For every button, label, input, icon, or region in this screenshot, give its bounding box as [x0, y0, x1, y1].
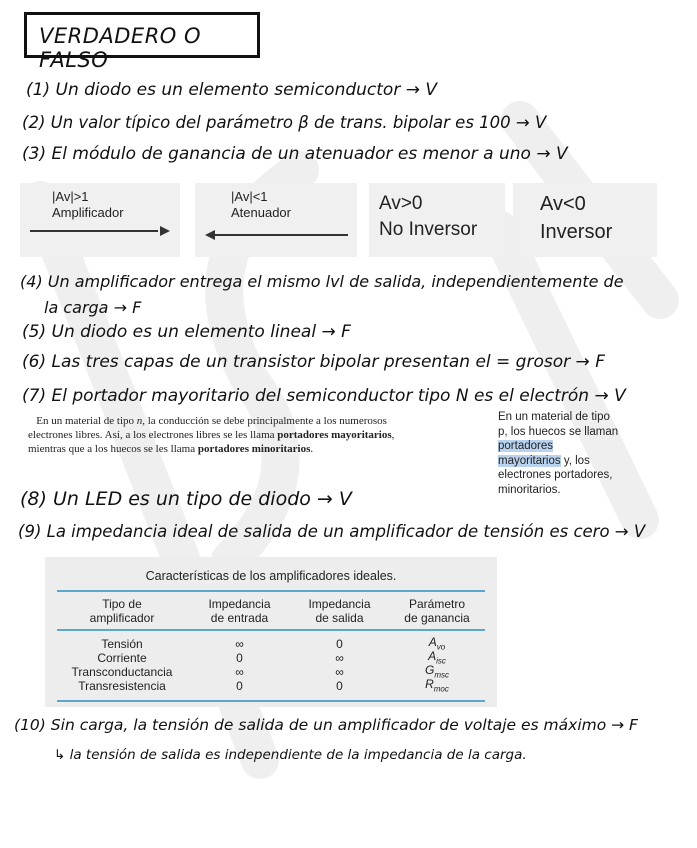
panel-label: Atenuador [231, 205, 291, 220]
book-excerpt: En un material de tipo n, la conducción se debe principalmente a los numerosos electrones libres. Así, a los electrones libres se les llama portadores mayoritarios, mientras que a los huecos se les llama portadores minoritarios. [28, 415, 395, 455]
item-answer: V [425, 80, 438, 100]
item-answer: F [595, 352, 605, 372]
item-1: (1) Un diodo es un elemento semiconductor → V [26, 80, 438, 100]
panel-label: No Inversor [379, 219, 478, 240]
title-box [24, 12, 260, 72]
item-text: Un diodo es un elemento lineal [51, 322, 317, 342]
panel-atenuador [195, 183, 357, 257]
item-text: Un amplificador entrega el mismo lvl de salida, independientemente de [47, 272, 624, 291]
item-answer: V [556, 144, 568, 164]
panel-no-inversor [369, 183, 505, 257]
table-rule-top [57, 590, 485, 592]
item-text: El portador mayoritario del semiconductor tipo N es el electrón [51, 386, 590, 406]
item-number: (8) [20, 488, 47, 510]
side-note: En un material de tipo p, los huecos se llaman portadores mayoritarios y, los electrones portadores, minoritarios. [498, 411, 619, 496]
arrow-left-icon [203, 225, 353, 245]
table-header: Impedancia de entrada [208, 597, 271, 625]
item-4-continued: la carga → F [44, 298, 142, 317]
table-caption: Características de los amplificadores ideales. [145, 569, 397, 583]
item-7: (7) El portador mayoritario del semiconductor tipo N es el electrón → V [22, 386, 626, 406]
item-5: (5) Un diodo es un elemento lineal → F [22, 322, 351, 342]
page-title: VERDADERO O FALSO [39, 24, 202, 72]
panel-label: Av<0 [540, 193, 586, 215]
item-answer: F [629, 716, 638, 734]
item-answer: F [132, 298, 142, 317]
item-answer: F [341, 322, 351, 342]
table-header: Parámetro de ganancia [404, 597, 470, 625]
note-text: la tensión de salida es independiente de la impedancia de la carga. [69, 747, 527, 763]
panel-label: Amplificador [52, 205, 124, 220]
panel-label: |Av|<1 [231, 189, 268, 204]
item-number: (10) [14, 716, 46, 734]
item-text: La impedancia ideal de salida de un amplificador de tensión es cero [46, 522, 610, 541]
item-9: (9) La impedancia ideal de salida de un amplificador de tensión es cero → V [18, 522, 646, 541]
item-text: Sin carga, la tensión de salida de un amplificador de voltaje es máximo [50, 716, 607, 734]
item-text: Un valor típico del parámetro β de trans. bipolar es 100 [50, 113, 511, 132]
item-number: (1) [26, 80, 51, 100]
item-answer: V [338, 488, 352, 510]
item-number: (9) [18, 522, 42, 541]
panel-amplificador [20, 183, 180, 257]
table-header: Tipo de amplificador [89, 597, 155, 625]
item-answer: V [534, 113, 547, 132]
item-text: Un LED es un tipo de diodo [52, 488, 311, 510]
item-number: (2) [22, 113, 46, 132]
item-number: (7) [22, 386, 47, 406]
arrow-right-icon [28, 221, 178, 241]
table-rule-bottom [57, 700, 485, 702]
item-10-note: ↳ la tensión de salida es independiente de la impedancia de la carga. [54, 747, 527, 763]
item-text: El módulo de ganancia de un atenuador es menor a uno [51, 144, 531, 164]
item-answer: V [633, 522, 646, 541]
item-4 [20, 272, 624, 291]
table-rule-mid [57, 629, 485, 631]
item-6: (6) Las tres capas de un transistor bipolar presentan el = grosor → F [22, 352, 605, 372]
item-number: (3) [22, 144, 47, 164]
panel-label: |Av|>1 [52, 189, 89, 204]
item-text: Un diodo es un elemento semiconductor [55, 80, 401, 100]
panel-label: Av>0 [379, 193, 423, 214]
item-3: (3) El módulo de ganancia de un atenuador es menor a uno → V [22, 144, 568, 164]
item-number: (5) [22, 322, 47, 342]
item-answer: V [614, 386, 626, 406]
item-number: (4) [20, 272, 43, 291]
item-10: (10) Sin carga, la tensión de salida de un amplificador de voltaje es máximo → F [14, 716, 638, 734]
panel-label: Inversor [540, 221, 613, 243]
panel-inversor [513, 183, 657, 257]
item-2: (2) Un valor típico del parámetro β de trans. bipolar es 100 → V [22, 113, 547, 132]
item-text: Las tres capas de un transistor bipolar presentan el = grosor [51, 352, 571, 372]
table-header: Impedancia de salida [308, 597, 371, 625]
item-8: (8) Un LED es un tipo de diodo → V [20, 488, 352, 510]
item-number: (6) [22, 352, 47, 372]
item-text: la carga [44, 298, 109, 317]
ideal-amplifiers-table: Características de los amplificadores ideales. Tipo de amplificador Impedancia de entrada Impedancia de salida Parámetro de ganancia Tensión ∞ 0 $A_{vo}$ Corriente 0 ∞ $A_{isc}$ Transconductancia ∞ ∞ $G_{msc}$ Transresistencia 0 0 $R_{moc}$ [45, 557, 497, 707]
